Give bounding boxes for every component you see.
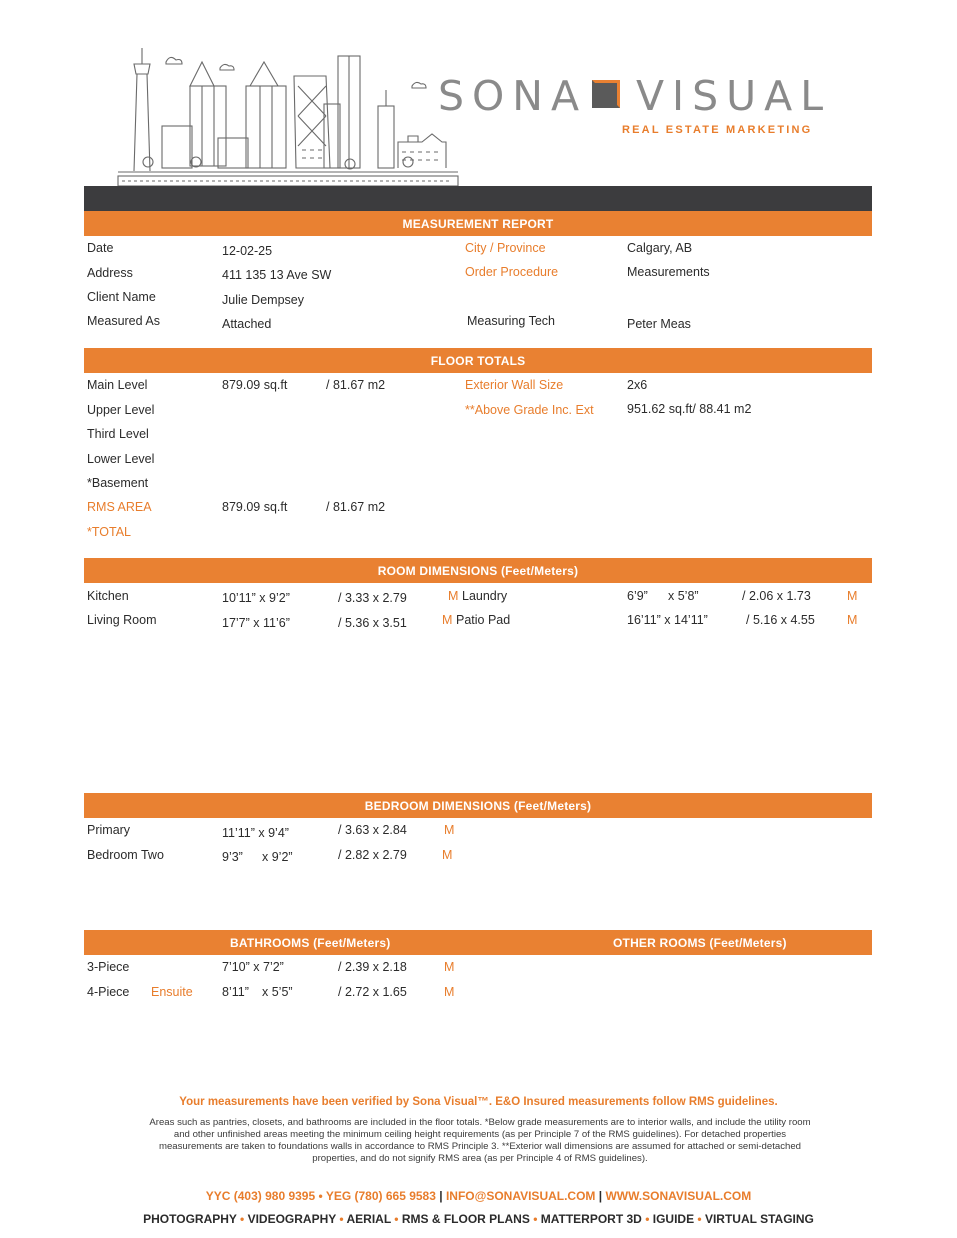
living-room-m: / 5.36 x 3.51	[338, 616, 407, 630]
brand-name-right: VISUAL	[636, 72, 832, 120]
bullet-separator: •	[318, 1189, 323, 1203]
bedroom-two-unit: M	[442, 848, 453, 862]
rms-area-m: / 81.67 m2	[326, 500, 386, 514]
kitchen-unit: M	[448, 589, 459, 603]
service-matterport: MATTERPORT 3D	[540, 1212, 642, 1226]
main-level-m: / 81.67 m2	[326, 378, 386, 392]
services-line	[0, 1212, 957, 1226]
disclaimer-line-2: and other unfinished areas meeting the minimum ceiling height requirements (as per Principle 7 of the RMS guidelines). For detached properties	[173, 1129, 787, 1140]
kitchen-label: Kitchen	[87, 589, 129, 603]
section-title: FLOOR TOTALS	[430, 354, 526, 368]
website-link[interactable]: WWW.SONAVISUAL.COM	[605, 1189, 752, 1203]
primary-unit: M	[444, 823, 455, 837]
bedroom-two-ft-b: x 9’2”	[262, 850, 293, 864]
upper-level-label: Upper Level	[87, 403, 155, 417]
logo-square-icon	[592, 80, 620, 108]
service-aerial: AERIAL	[346, 1212, 391, 1226]
order-value: Measurements	[627, 265, 710, 279]
four-piece-label: 4-Piece	[87, 985, 130, 999]
main-level-label: Main Level	[87, 378, 148, 392]
section-title: MEASUREMENT REPORT	[402, 217, 554, 231]
exterior-wall-label: Exterior Wall Size	[465, 378, 564, 392]
kitchen-ft: 10’11” x 9’2”	[222, 591, 290, 605]
date-value: 12-02-25	[222, 244, 273, 258]
tech-label: Measuring Tech	[467, 314, 556, 328]
four-piece-ft-a: 8’11”	[222, 985, 249, 999]
four-piece-ft-b: x 5’5”	[262, 985, 293, 999]
email-link[interactable]: INFO@SONAVISUAL.COM	[445, 1189, 596, 1203]
section-title-other: OTHER ROOMS (Feet/Meters)	[613, 936, 787, 950]
primary-m: / 3.63 x 2.84	[338, 823, 407, 837]
section-bar-bathrooms-other	[84, 930, 872, 955]
basement-label: *Basement	[87, 476, 149, 490]
brand-tagline: REAL ESTATE MARKETING	[622, 124, 813, 136]
service-rms-floor-plans: RMS & FLOOR PLANS	[401, 1212, 530, 1226]
service-photography: PHOTOGRAPHY	[143, 1212, 237, 1226]
section-title: ROOM DIMENSIONS (Feet/Meters)	[377, 564, 579, 578]
primary-ft: 11’11” x 9’4”	[222, 826, 289, 840]
four-piece-note: Ensuite	[151, 985, 193, 999]
pipe-separator: |	[598, 1189, 603, 1203]
laundry-ft-b: x 5’8”	[668, 589, 699, 603]
section-bar-floor	[84, 348, 872, 373]
order-label: Order Procedure	[465, 265, 559, 279]
above-grade-label: **Above Grade Inc. Ext	[465, 403, 594, 417]
contact-line	[0, 1189, 957, 1203]
exterior-wall-value: 2x6	[627, 378, 648, 392]
total-label: *TOTAL	[87, 525, 131, 539]
patio-pad-unit: M	[847, 613, 858, 627]
bedroom-two-label: Bedroom Two	[87, 848, 164, 862]
disclaimer-line-3: measurements are taken to foundations walls in accordance to RMS Principle 3. **Exterior wall dimensions are assumed for attached or semi-detached	[158, 1141, 802, 1152]
four-piece-unit: M	[444, 985, 455, 999]
laundry-label: Laundry	[462, 589, 508, 603]
laundry-m: / 2.06 x 1.73	[742, 589, 811, 603]
date-label: Date	[87, 241, 114, 255]
verification-statement: Your measurements have been verified by Sona Visual™. E&O Insured measurements follow RMS guidelines.	[179, 1096, 778, 1108]
address-value: 411 135 13 Ave SW	[222, 268, 332, 282]
four-piece-m: / 2.72 x 1.65	[338, 985, 407, 999]
living-room-label: Living Room	[87, 613, 157, 627]
section-bar-bedrooms	[84, 793, 872, 818]
three-piece-label: 3-Piece	[87, 960, 130, 974]
three-piece-m: / 2.39 x 2.18	[338, 960, 407, 974]
bullet-separator: •	[240, 1212, 245, 1226]
lower-level-label: Lower Level	[87, 452, 155, 466]
city-label: City / Province	[465, 241, 546, 255]
brand-logo	[438, 72, 838, 142]
three-piece-ft: 7’10” x 7’2”	[222, 960, 284, 974]
section-bar-measurement	[84, 211, 872, 236]
kitchen-m: / 3.33 x 2.79	[338, 591, 407, 605]
client-label: Client Name	[87, 290, 156, 304]
address-label: Address	[87, 266, 133, 280]
section-title: BEDROOM DIMENSIONS (Feet/Meters)	[364, 799, 592, 813]
measured-as-value: Attached	[222, 317, 272, 331]
living-room-ft: 17’7” x 11’6”	[222, 616, 290, 630]
phone-yyc[interactable]: YYC (403) 980 9395	[205, 1189, 316, 1203]
laundry-ft-a: 6’9”	[627, 589, 648, 603]
three-piece-unit: M	[444, 960, 455, 974]
bedroom-two-ft-a: 9’3”	[222, 850, 243, 864]
patio-pad-ft: 16’11” x 14’11”	[627, 613, 708, 627]
bullet-separator: •	[339, 1212, 344, 1226]
disclaimer-line-1: Areas such as pantries, closets, and bathrooms are included in the floor totals. *Below grade measurements are to interior walls, and include the utility room	[149, 1117, 811, 1128]
section-title-bathrooms: BATHROOMS (Feet/Meters)	[230, 936, 391, 950]
patio-pad-label: Patio Pad	[456, 613, 511, 627]
city-skyline-illustration	[112, 46, 462, 188]
bullet-separator: •	[533, 1212, 538, 1226]
main-level-ft: 879.09 sq.ft	[222, 378, 288, 392]
measured-as-label: Measured As	[87, 314, 160, 328]
third-level-label: Third Level	[87, 427, 149, 441]
pipe-separator: |	[439, 1189, 443, 1203]
laundry-unit: M	[847, 589, 858, 603]
disclaimer-line-4: properties, and do not signify RMS area (as per Principle 4 of RMS guidelines).	[312, 1153, 648, 1164]
bullet-separator: •	[697, 1212, 702, 1226]
bullet-separator: •	[394, 1212, 399, 1226]
brand-name-left: SONA	[438, 72, 588, 120]
patio-pad-m: / 5.16 x 4.55	[746, 613, 815, 627]
service-virtual-staging: VIRTUAL STAGING	[704, 1212, 814, 1226]
above-grade-value: 951.62 sq.ft/ 88.41 m2	[627, 402, 752, 416]
bedroom-two-m: / 2.82 x 2.79	[338, 848, 407, 862]
tech-value: Peter Meas	[627, 317, 691, 331]
service-iguide: IGUIDE	[652, 1212, 695, 1226]
service-videography: VIDEOGRAPHY	[247, 1212, 337, 1226]
city-value: Calgary, AB	[627, 241, 693, 255]
bullet-separator: •	[645, 1212, 650, 1226]
living-room-unit: M	[442, 613, 453, 627]
client-value: Julie Dempsey	[222, 293, 304, 307]
rms-area-ft: 879.09 sq.ft	[222, 500, 288, 514]
primary-label: Primary	[87, 823, 131, 837]
header-dark-bar	[84, 186, 872, 211]
phone-yeg[interactable]: YEG (780) 665 9583	[325, 1189, 436, 1203]
rms-area-label: RMS AREA	[87, 500, 152, 514]
section-bar-rooms	[84, 558, 872, 583]
